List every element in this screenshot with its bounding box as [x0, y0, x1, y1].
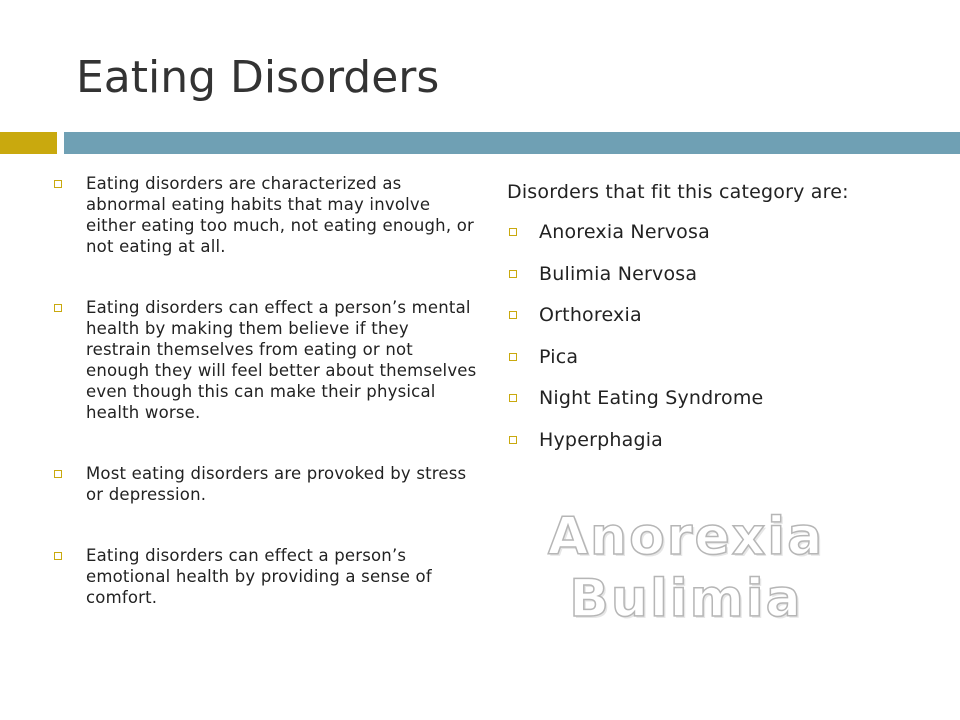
disorder-list [507, 178, 927, 467]
list-item [52, 173, 478, 257]
disorder-name: Pica [539, 345, 579, 368]
bullet-text: Eating disorders can effect a person’s emotional health by providing a sense of comfort. [86, 546, 432, 607]
bullet-text: Most eating disorders are provoked by stress or depression. [86, 464, 467, 504]
square-bullet-icon [509, 353, 517, 361]
square-bullet-icon [509, 311, 517, 319]
bullet-text: Eating disorders are characterized as abnormal eating habits that may involve either eating too much, not eating enough, or not eating at all. [86, 174, 475, 256]
wordart-line-bulimia: Bulimia [569, 569, 803, 629]
square-bullet-icon [54, 304, 62, 312]
disorder-name: Anorexia Nervosa [539, 221, 710, 243]
slide-title: Eating Disorders [76, 52, 440, 103]
square-bullet-icon [509, 394, 517, 402]
accent-bar-blue [64, 132, 960, 154]
list-item [52, 297, 478, 423]
disorder-list-intro: Disorders that fit this category are: [507, 181, 849, 203]
list-item [507, 218, 927, 246]
wordart-heading [536, 506, 836, 630]
list-item [507, 426, 927, 454]
disorder-name: Orthorexia [539, 304, 642, 326]
square-bullet-icon [509, 436, 517, 444]
wordart-line-anorexia: Anorexia [547, 507, 825, 567]
square-bullet-icon [509, 270, 517, 278]
accent-bar-gold [0, 132, 57, 154]
disorder-name: Night Eating Syndrome [539, 387, 764, 409]
list-item [507, 301, 927, 329]
list-item [507, 260, 927, 288]
left-bullet-list [52, 173, 478, 608]
square-bullet-icon [509, 228, 517, 236]
list-item [52, 463, 478, 505]
disorder-name: Bulimia Nervosa [539, 262, 698, 285]
disorder-name: Hyperphagia [539, 428, 664, 451]
square-bullet-icon [54, 552, 62, 560]
list-item [507, 384, 927, 412]
square-bullet-icon [54, 180, 62, 188]
square-bullet-icon [54, 470, 62, 478]
list-item [507, 343, 927, 371]
bullet-text: Eating disorders can effect a person’s mental health by making them believe if they restrain themselves from eating or not enough they will feel better about themselves even though this can make their physical health worse. [86, 298, 477, 422]
list-item [52, 545, 478, 608]
